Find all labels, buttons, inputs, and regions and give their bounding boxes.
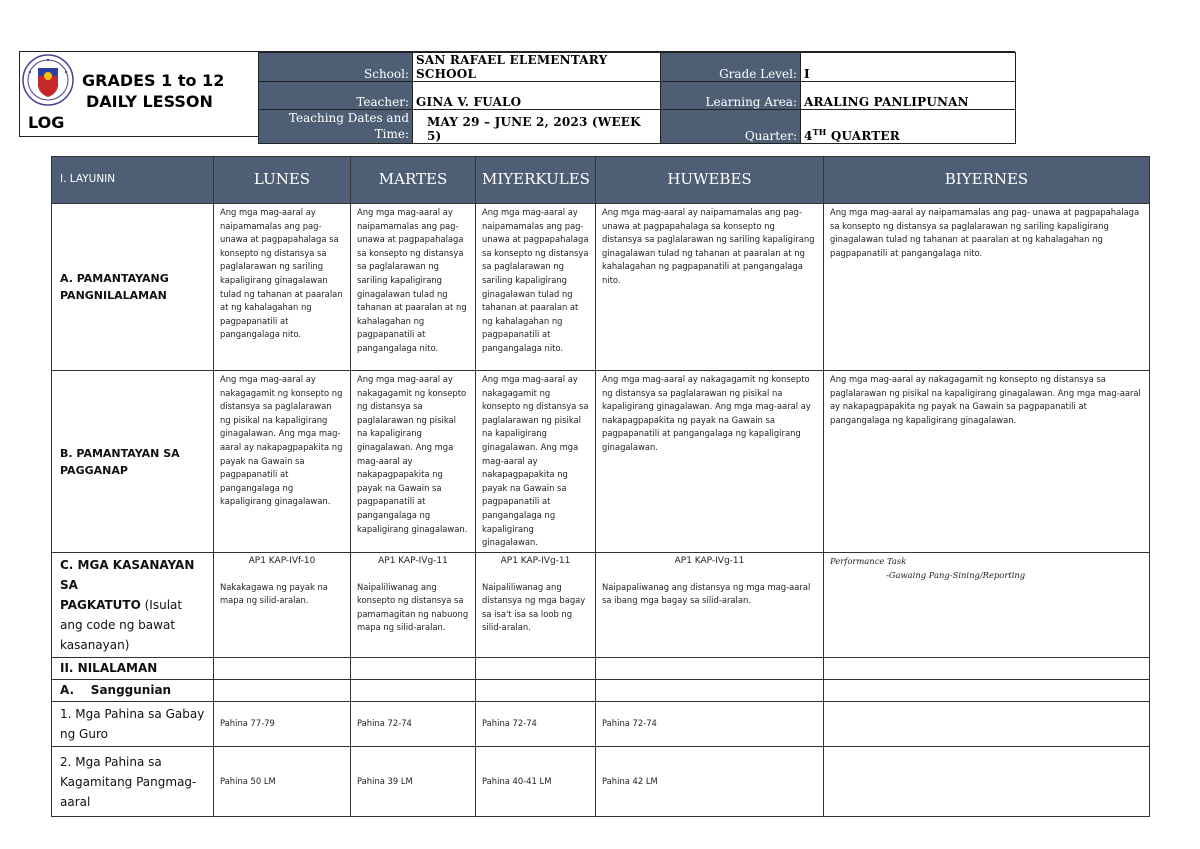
- competency-code: AP1 KAP-IVf-10: [248, 556, 316, 566]
- cell-c-lunes: [214, 553, 351, 658]
- teaching-dates-label-line1: Teaching Dates and: [288, 111, 409, 125]
- row-label-b: [52, 371, 214, 553]
- learning-area-value: ARALING PANLIPUNAN: [801, 82, 1016, 110]
- school-label: School:: [259, 53, 413, 82]
- competency-code: AP1 KAP-IVg-11: [378, 556, 448, 566]
- header-block: [19, 51, 1015, 143]
- header-huwebes: HUWEBES: [596, 157, 824, 204]
- row-kagamitang-pangmag-aaral: [52, 747, 1150, 817]
- header-biyernes: BIYERNES: [824, 157, 1150, 204]
- cell-gabay-martes: Pahina 72-74: [351, 702, 476, 747]
- quarter-number: 4: [804, 129, 813, 143]
- cell-empty: [824, 658, 1150, 680]
- header-miyerkules: MIYERKULES: [476, 157, 596, 204]
- cell-kagamitan-lunes: Pahina 50 LM: [214, 747, 351, 817]
- cell-a-lunes: Ang mga mag-aaral ay naipamamalas ang pag- unawa at pagpapahalaga sa konsepto ng distansya sa paglalarawan ng sariling kapaligirang ginagalawan tulad ng tahanan at paaralan at ng kahalagahan ng pagpapanatili at pangangalaga nito.: [214, 204, 351, 371]
- cell-c-huwebes: [596, 553, 824, 658]
- row-label-c-line1: C. MGA KASANAYAN SA: [60, 558, 195, 592]
- cell-empty: [596, 680, 824, 702]
- row-gabay-ng-guro: [52, 702, 1150, 747]
- competency-code: AP1 KAP-IVg-11: [500, 556, 571, 566]
- lesson-log-table: [51, 156, 1150, 817]
- header-lunes: LUNES: [214, 157, 351, 204]
- cell-gabay-huwebes: Pahina 72-74: [596, 702, 824, 747]
- cell-c-biyernes: [824, 553, 1150, 658]
- row-label-b-line1: B. PAMANTAYAN SA: [60, 446, 180, 460]
- title-line-3: LOG: [28, 113, 65, 132]
- cell-b-huwebes: Ang mga mag-aaral ay nakagagamit ng konsepto ng distansya sa paglalarawan ng pisikal na kapaligirang ginagalawan. Ang mga mag-aaral ay nakapagpapakita ng payak na Gawain sa pagpapanatili at pangangalaga ng kapaligirang ginagalawan.: [596, 371, 824, 553]
- header-layunin: I. LAYUNIN: [52, 157, 214, 204]
- competency-text: Nakakagawa ng payak na mapa ng silid-aralan.: [220, 581, 328, 606]
- row-label-a: [52, 204, 214, 371]
- row-label-a-line2: PANGNILALAMAN: [60, 289, 167, 302]
- header-martes: MARTES: [351, 157, 476, 204]
- teacher-label: Teacher:: [259, 82, 413, 110]
- teaching-dates-value: MAY 29 – JUNE 2, 2023 (WEEK 5): [413, 110, 661, 144]
- cell-gabay-miyerkules: Pahina 72-74: [476, 702, 596, 747]
- row-pamantayang-pangnilalaman: [52, 204, 1150, 371]
- quarter-suffix: TH: [812, 127, 827, 137]
- quarter-label: Quarter:: [661, 110, 801, 144]
- row-mga-kasanayan: [52, 553, 1150, 658]
- grade-level-label: Grade Level:: [661, 53, 801, 82]
- cell-a-huwebes: Ang mga mag-aaral ay naipamamalas ang pag- unawa at pagpapahalaga sa konsepto ng distansya sa paglalarawan ng sariling kapaligirang ginagalawan tulad ng tahanan at paaralan at ng kahalagahan ng pagpapanatili at pangangalaga nito.: [596, 204, 824, 371]
- cell-kagamitan-biyernes: [824, 747, 1150, 817]
- row-label-kagamitan: 2. Mga Pahina sa Kagamitang Pangmag-aaral: [52, 747, 214, 817]
- row-label-c-note: (Isulat ang code ng bawat kasanayan): [60, 598, 183, 652]
- cell-b-lunes: Ang mga mag-aaral ay nakagagamit ng konsepto ng distansya sa paglalarawan ng pisikal na kapaligirang ginagalawan. Ang mga mag-aaral ay nakapagpapakita ng payak na Gawain sa pagpapanatili at pangangalaga ng kapaligirang ginagalawan.: [214, 371, 351, 553]
- row-label-b-line2: PAGGANAP: [60, 463, 128, 477]
- page-title: [28, 70, 258, 133]
- grade-level-value: I: [801, 53, 1016, 82]
- cell-c-miyerkules: [476, 553, 596, 658]
- cell-a-martes: Ang mga mag-aaral ay naipamamalas ang pag- unawa at pagpapahalaga sa konsepto ng distansya sa paglalarawan ng sariling kapaligirang ginagalawan tulad ng tahanan at paaralan at ng kahalagahan ng pagpapanatili at pangangalaga nito.: [351, 204, 476, 371]
- performance-task-detail: -Gawaing Pang-Sining/Reporting: [886, 569, 1026, 580]
- cell-empty: [476, 658, 596, 680]
- title-line-1: GRADES 1 to 12: [82, 71, 225, 90]
- cell-empty: [351, 658, 476, 680]
- cell-kagamitan-miyerkules: Pahina 40-41 LM: [476, 747, 596, 817]
- row-sanggunian: [52, 680, 1150, 702]
- row-label-sanggunian: [52, 680, 214, 702]
- cell-kagamitan-huwebes: Pahina 42 LM: [596, 747, 824, 817]
- competency-text: Naipaliliwanag ang distansya ng mga bagay sa isa't isa sa loob ng silid-aralan.: [482, 581, 586, 633]
- quarter-text: QUARTER: [826, 129, 900, 143]
- teaching-dates-label: [259, 110, 413, 144]
- cell-b-martes: Ang mga mag-aaral ay nakagagamit ng konsepto ng distansya sa paglalarawan ng pisikal na kapaligirang ginagalawan. Ang mga mag-aaral ay nakapagpapakita ng payak na Gawain sa pagpapanatili at pangangalaga ng kapaligirang ginagalawan.: [351, 371, 476, 553]
- learning-area-label: Learning Area:: [661, 82, 801, 110]
- row-label-c-line2: PAGKATUTO: [60, 598, 141, 612]
- cell-c-martes: [351, 553, 476, 658]
- title-line-2: DAILY LESSON: [86, 92, 213, 111]
- cell-b-biyernes: Ang mga mag-aaral ay nakagagamit ng konsepto ng distansya sa paglalarawan ng pisikal na kapaligirang ginagalawan. Ang mga mag-aaral ay nakapagpapakita ng payak na Gawain sa pagpapanatili at pangangalaga ng kapaligirang ginagalawan.: [824, 371, 1150, 553]
- cell-empty: [214, 658, 351, 680]
- quarter-value: [801, 110, 1016, 144]
- cell-empty: [824, 680, 1150, 702]
- row-label-gabay: 1. Mga Pahina sa Gabay ng Guro: [52, 702, 214, 747]
- row-label-sanggunian-num: A.: [60, 683, 75, 697]
- teaching-dates-label-line2: Time:: [374, 127, 409, 141]
- cell-gabay-lunes: Pahina 77-79: [214, 702, 351, 747]
- competency-code: AP1 KAP-IVg-11: [674, 556, 745, 566]
- row-label-sanggunian-text: Sanggunian: [90, 683, 172, 697]
- table-header-row: [52, 157, 1150, 204]
- cell-empty: [476, 680, 596, 702]
- cell-empty: [214, 680, 351, 702]
- competency-text: Naipapaliwanag ang distansya ng mga mag-aaral sa ibang mga bagay sa silid-aralan.: [602, 581, 811, 606]
- cell-a-biyernes: Ang mga mag-aaral ay naipamamalas ang pag- unawa at pagpapahalaga sa konsepto ng distansya sa paglalarawan ng sariling kapaligirang ginagalawan tulad ng tahanan at paaralan at ng kahalagahan ng pagpapanatili at pangangalaga nito.: [824, 204, 1150, 371]
- teacher-value: GINA V. FUALO: [413, 82, 661, 110]
- cell-empty: [596, 658, 824, 680]
- cell-kagamitan-martes: Pahina 39 LM: [351, 747, 476, 817]
- header-info-table: [258, 52, 1016, 144]
- row-nilalaman: [52, 658, 1150, 680]
- competency-text: Naipaliliwanag ang konsepto ng distansya sa pamamagitan ng nabuong mapa ng silid-aralan.: [357, 581, 469, 633]
- row-pamantayan-sa-pagganap: [52, 371, 1150, 553]
- cell-a-miyerkules: Ang mga mag-aaral ay naipamamalas ang pag- unawa at pagpapahalaga sa konsepto ng distansya sa paglalarawan ng sariling kapaligirang ginagalawan tulad ng tahanan at paaralan at ng kahalagahan ng pagpapanatili at pangangalaga nito.: [476, 204, 596, 371]
- cell-gabay-biyernes: [824, 702, 1150, 747]
- row-label-nilalaman: II. NILALAMAN: [52, 658, 214, 680]
- row-label-c: [52, 553, 214, 658]
- cell-b-miyerkules: Ang mga mag-aaral ay nakagagamit ng konsepto ng distansya sa paglalarawan ng pisikal na kapaligirang ginagalawan. Ang mga mag-aaral ay nakapagpapakita ng payak na Gawain sa pagpapanatili at pangangalaga ng kapaligirang ginagalawan.: [476, 371, 596, 553]
- performance-task-title: Performance Task: [830, 556, 907, 566]
- row-label-a-line1: A. PAMANTAYANG: [60, 272, 169, 285]
- school-value: SAN RAFAEL ELEMENTARY SCHOOL: [413, 53, 661, 82]
- cell-empty: [351, 680, 476, 702]
